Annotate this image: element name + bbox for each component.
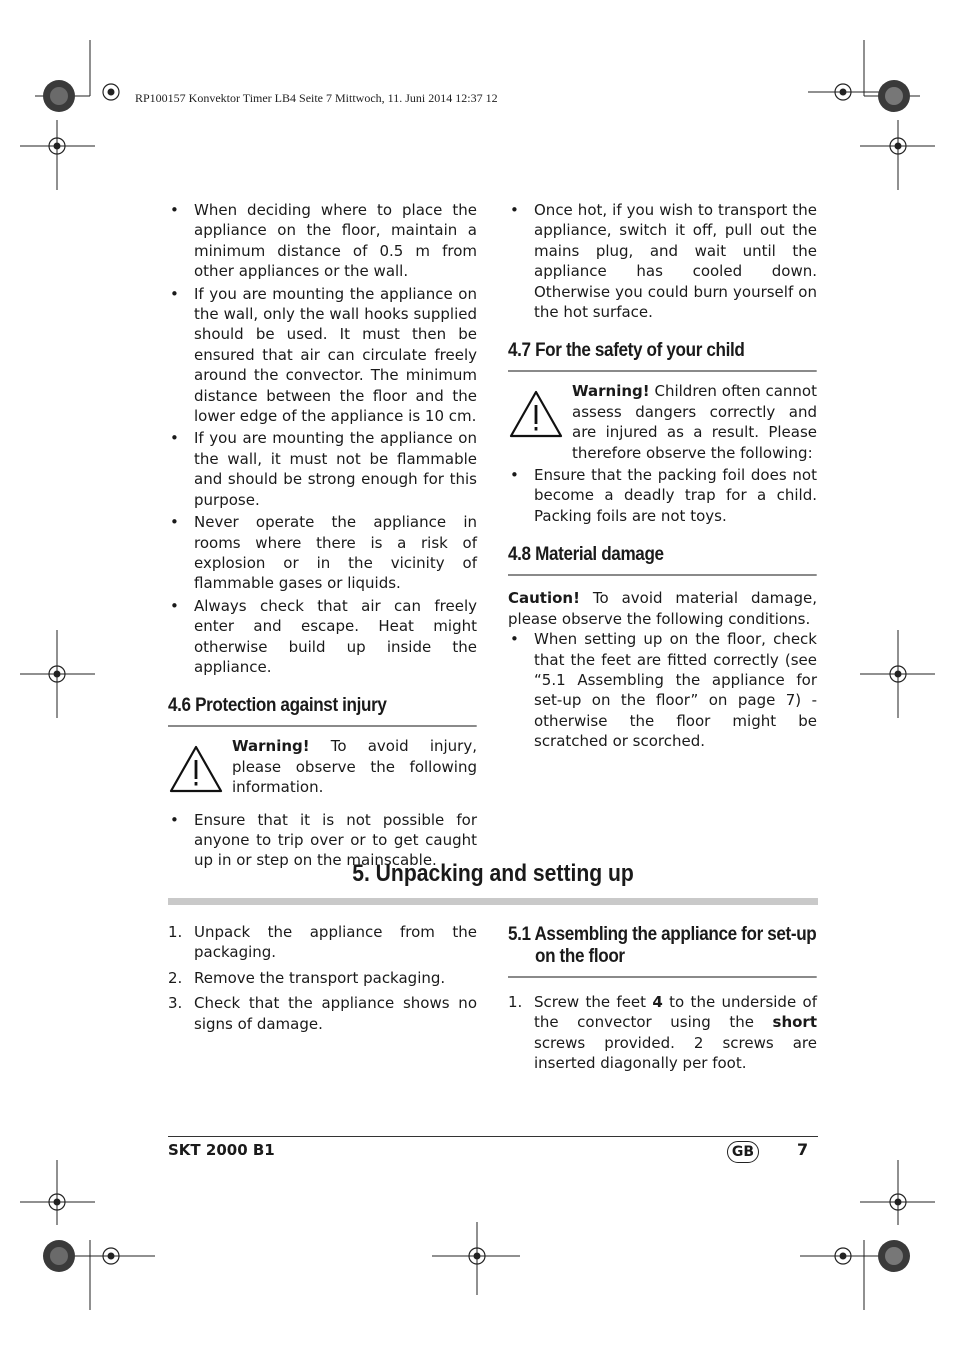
chapter-5-left: [168, 922, 477, 1039]
list-item: • When setting up on the floor, check that the feet are fitted correctly (see “5.1 Assembling the appliance for set-up on the floor” on page 7) - otherwise the floor might be scratched or scorched.: [508, 629, 817, 751]
warning-box: [508, 381, 817, 463]
chapter-heading: [168, 860, 818, 905]
print-header: RP100157 Konvektor Timer LB4 Seite 7 Mittwoch, 11. Juni 2014 12:37 12: [135, 91, 498, 105]
left-column: [168, 200, 477, 873]
list-item: 2. Remove the transport packaging.: [168, 968, 446, 987]
warning-label: Warning!: [572, 382, 650, 401]
chapter-5-right: [508, 922, 817, 1079]
warning-text: Warning! To avoid injury, please observe the following information.: [232, 737, 477, 797]
step-list: [168, 922, 477, 1034]
caution-text: Caution! To avoid material damage, please observe the following conditions.: [508, 589, 817, 628]
footer-divider: [168, 1136, 818, 1137]
warning-box: [168, 736, 477, 797]
warning-triangle-icon: [168, 744, 224, 794]
footer-model: SKT 2000 B1: [168, 1141, 275, 1159]
list-item: 1. Unpack the appliance from the packaging.: [168, 923, 477, 962]
list-item: • Never operate the appliance in rooms where there is a risk of explosion or in the vicinity of flammable gases or liquids.: [168, 512, 477, 594]
list-item: • Ensure that it is not possible for anyone to trip over or to get caught up in or step on the mainscable.: [168, 810, 477, 871]
bullet-list: [508, 465, 817, 526]
right-column: [508, 200, 817, 754]
page-number: 7: [797, 1140, 809, 1159]
list-item: • If you are mounting the appliance on the wall, only the wall hooks supplied should be used. It must then be ensured that air can circulate freely around the convector. The minimum distance between the floor and the lower edge of the appliance is 10 cm.: [168, 284, 477, 427]
bullet-list: [168, 200, 477, 677]
section-heading-4-7: 4.7 For the safety of your child: [508, 340, 817, 372]
bullet-list: [508, 629, 817, 751]
caution-label: Caution!: [508, 589, 580, 608]
list-item: 3. Check that the appliance shows no signs of damage.: [168, 994, 477, 1033]
section-heading-4-8: 4.8 Material damage: [508, 544, 817, 576]
section-heading-5-1: 5.1 Assembling the appliance for set-up on the floor: [508, 924, 817, 978]
list-item: • Once hot, if you wish to transport the appliance, switch it off, pull out the mains plug, and wait until the appliance has cooled down. Otherwise you could burn yourself on the hot surface.: [508, 200, 817, 322]
list-item: • Always check that air can freely enter and escape. Heat might otherwise build up inside the appliance.: [168, 596, 477, 678]
language-badge: GB: [727, 1141, 759, 1163]
chapter-title: 5. Unpacking and setting up: [352, 860, 634, 887]
warning-label: Warning!: [232, 737, 310, 756]
list-item: • Ensure that the packing foil does not become a deadly trap for a child. Packing foils are not toys.: [508, 465, 817, 526]
section-heading-4-6: 4.6 Protection against injury: [168, 695, 477, 727]
list-item: 1. Screw the feet 4 to the underside of the convector using the short screws provided. 2 screws are inserted diagonally per foot.: [508, 993, 817, 1073]
step-list: [508, 992, 817, 1074]
warning-triangle-icon: [508, 389, 564, 439]
bullet-list: [508, 200, 817, 322]
list-item: • When deciding where to place the appliance on the floor, maintain a minimum distance of 0.5 m from other appliances or the wall.: [168, 200, 477, 282]
warning-text: Warning! Children often cannot assess dangers correctly and are injured as a result. Please therefore observe the following:: [572, 382, 817, 462]
list-item: • If you are mounting the appliance on the wall, it must not be flammable and should be strong enough for this purpose.: [168, 428, 477, 510]
